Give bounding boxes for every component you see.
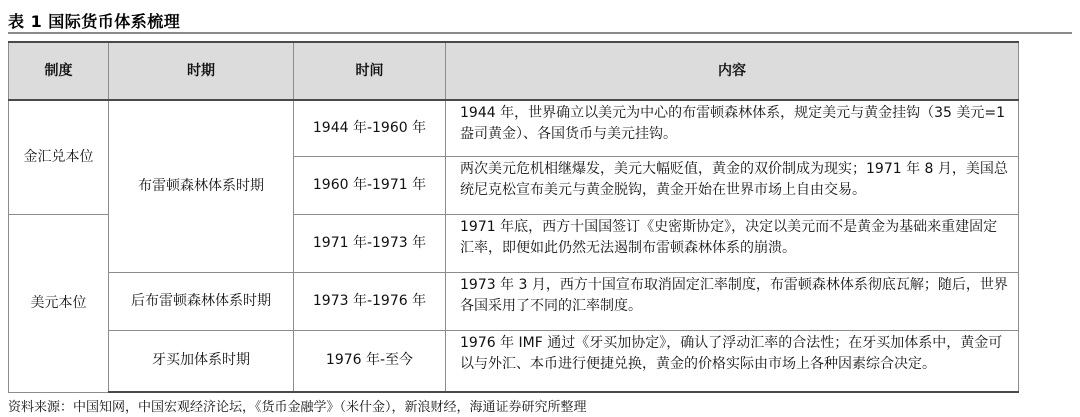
time-cell: 1960 年-1971 年 <box>294 156 446 214</box>
time-cell: 1971 年-1973 年 <box>294 214 446 272</box>
time-cell: 1976 年-至今 <box>294 330 446 392</box>
table-row <box>9 100 1019 156</box>
content-cell: 两次美元危机相继爆发，美元大幅贬值，黄金的双价制成为现实；1971 年 8 月，美国总统尼克松宣布美元与黄金脱钩，黄金开始在世界市场上自由交易。 <box>446 156 1019 214</box>
table-row <box>9 330 1019 392</box>
system-cell-gold-exchange: 金汇兑本位 <box>9 100 109 214</box>
header-period: 时期 <box>109 42 294 100</box>
table-row <box>9 272 1019 330</box>
period-cell-post-bretton-woods: 后布雷顿森林体系时期 <box>109 272 294 330</box>
monetary-system-table <box>8 41 1019 393</box>
table-header-row <box>9 42 1019 100</box>
period-cell-jamaica: 牙买加体系时期 <box>109 330 294 392</box>
header-content: 内容 <box>446 42 1019 100</box>
content-cell: 1944 年，世界确立以美元为中心的布雷顿森林体系，规定美元与黄金挂钩（35 美元=1 盎司黄金）、各国货币与美元挂钩。 <box>446 100 1019 156</box>
content-cell: 1971 年底，西方十国国签订《史密斯协定》，决定以美元而不是黄金为基础来重建固定汇率，即便如此仍然无法遏制布雷顿森林体系的崩溃。 <box>446 214 1019 272</box>
header-time: 时间 <box>294 42 446 100</box>
title-divider <box>8 32 1072 34</box>
source-note: 资料来源：中国知网，中国宏观经济论坛，《货币金融学》（米什金），新浪财经，海通证券研究所整理 <box>8 400 587 415</box>
system-cell-dollar: 美元本位 <box>9 214 109 392</box>
time-cell: 1944 年-1960 年 <box>294 100 446 156</box>
header-system: 制度 <box>9 42 109 100</box>
period-cell-bretton-woods: 布雷顿森林体系时期 <box>109 100 294 272</box>
table-caption <box>8 4 1072 34</box>
time-cell: 1973 年-1976 年 <box>294 272 446 330</box>
content-cell: 1976 年 IMF 通过《牙买加协定》，确认了浮动汇率的合法性；在牙买加体系中，黄金可以与外汇、本币进行便捷兑换，黄金的价格实际由市场上各种因素综合决定。 <box>446 330 1019 392</box>
table-title: 表 1 国际货币体系梳理 <box>8 12 181 31</box>
content-cell: 1973 年 3 月，西方十国宣布取消固定汇率制度，布雷顿森林体系彻底瓦解；随后，世界各国采用了不同的汇率制度。 <box>446 272 1019 330</box>
